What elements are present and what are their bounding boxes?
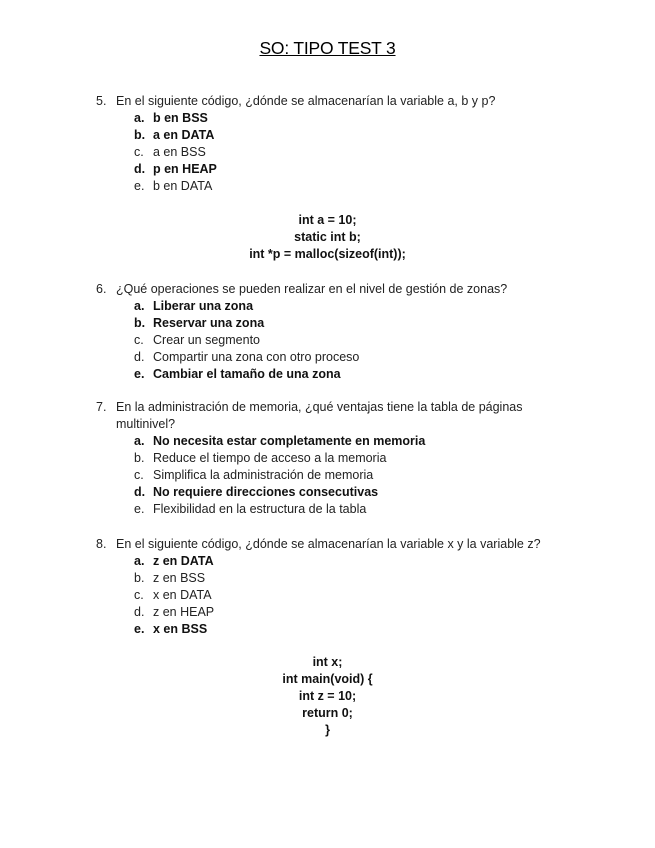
option-letter: b.	[134, 571, 145, 585]
option-letter: e.	[134, 367, 145, 381]
option-text: b en BSS	[153, 111, 208, 125]
code-line: static int b;	[294, 230, 361, 244]
question-number: 6.	[96, 282, 107, 296]
code-block-2	[0, 654, 655, 739]
option-text: x en DATA	[153, 588, 212, 602]
code-line: int main(void) {	[282, 672, 373, 686]
question-number: 5.	[96, 94, 107, 108]
option-b	[96, 570, 566, 587]
option-letter: a.	[134, 111, 145, 125]
question-7	[96, 399, 566, 518]
option-letter: d.	[134, 605, 145, 619]
option-text: a en BSS	[153, 145, 206, 159]
code-line: int z = 10;	[298, 689, 357, 703]
option-letter: a.	[134, 554, 145, 568]
option-letter: c.	[134, 468, 144, 482]
option-e	[96, 178, 566, 195]
option-text: Reduce el tiempo de acceso a la memoria	[153, 451, 387, 465]
option-letter: d.	[134, 485, 146, 499]
option-letter: a.	[134, 434, 145, 448]
option-a	[96, 110, 566, 127]
option-d	[96, 349, 566, 366]
option-c	[96, 144, 566, 161]
option-letter: e.	[134, 622, 145, 636]
option-letter: a.	[134, 299, 145, 313]
option-b	[96, 315, 566, 332]
option-text: Liberar una zona	[153, 299, 254, 313]
option-c	[96, 467, 566, 484]
question-number: 7.	[96, 400, 107, 414]
option-letter: d.	[134, 162, 146, 176]
code-line: int a = 10;	[298, 213, 357, 227]
option-text: a en DATA	[153, 128, 215, 142]
option-text: Crear un segmento	[153, 333, 261, 347]
option-letter: e.	[134, 179, 145, 193]
option-text: Simplifica la administración de memoria	[153, 468, 374, 482]
option-letter: b.	[134, 316, 146, 330]
option-text: z en BSS	[153, 571, 206, 585]
option-text: b en DATA	[153, 179, 213, 193]
option-letter: b.	[134, 128, 146, 142]
option-e	[96, 501, 566, 518]
option-a	[96, 433, 566, 450]
option-d	[96, 161, 566, 178]
question-number: 8.	[96, 537, 107, 551]
option-text: No necesita estar completamente en memoria	[153, 434, 426, 448]
option-text: Flexibilidad en la estructura de la tabla	[153, 502, 367, 516]
option-letter: c.	[134, 588, 144, 602]
question-text: ¿Qué operaciones se pueden realizar en el nivel de gestión de zonas?	[116, 282, 508, 296]
option-letter: c.	[134, 333, 144, 347]
option-text: z en DATA	[153, 554, 214, 568]
question-text: En el siguiente código, ¿dónde se almacenarían la variable a, b y p?	[116, 94, 496, 108]
option-b	[96, 127, 566, 144]
option-e	[96, 366, 566, 383]
option-text: Compartir una zona con otro proceso	[153, 350, 360, 364]
option-a	[96, 553, 566, 570]
option-a	[96, 298, 566, 315]
option-c	[96, 332, 566, 349]
code-block-1	[0, 212, 655, 263]
code-line: int *p = malloc(sizeof(int));	[249, 247, 406, 261]
option-letter: c.	[134, 145, 144, 159]
option-text: No requiere direcciones consecutivas	[153, 485, 379, 499]
code-line: }	[325, 723, 330, 737]
document-title: SO: TIPO TEST 3	[259, 38, 396, 58]
option-text: Cambiar el tamaño de una zona	[153, 367, 341, 381]
question-6	[96, 281, 566, 383]
question-8	[96, 536, 566, 638]
option-letter: d.	[134, 350, 145, 364]
option-e	[96, 621, 566, 638]
question-text: En el siguiente código, ¿dónde se almacenarían la variable x y la variable z?	[116, 537, 541, 551]
option-text: x en BSS	[153, 622, 208, 636]
option-c	[96, 587, 566, 604]
options-list	[96, 298, 566, 383]
code-line: return 0;	[302, 706, 353, 720]
question-5	[96, 93, 566, 195]
option-letter: b.	[134, 451, 145, 465]
option-b	[96, 450, 566, 467]
options-list	[96, 553, 566, 638]
code-line: int x;	[312, 655, 343, 669]
options-list	[96, 433, 566, 518]
question-text: En la administración de memoria, ¿qué ventajas tiene la tabla de páginas multinivel?	[116, 400, 523, 431]
option-text: z en HEAP	[153, 605, 215, 619]
option-text: Reservar una zona	[153, 316, 265, 330]
option-text: p en HEAP	[153, 162, 217, 176]
option-letter: e.	[134, 502, 145, 516]
option-d	[96, 484, 566, 501]
option-d	[96, 604, 566, 621]
options-list	[96, 110, 566, 195]
